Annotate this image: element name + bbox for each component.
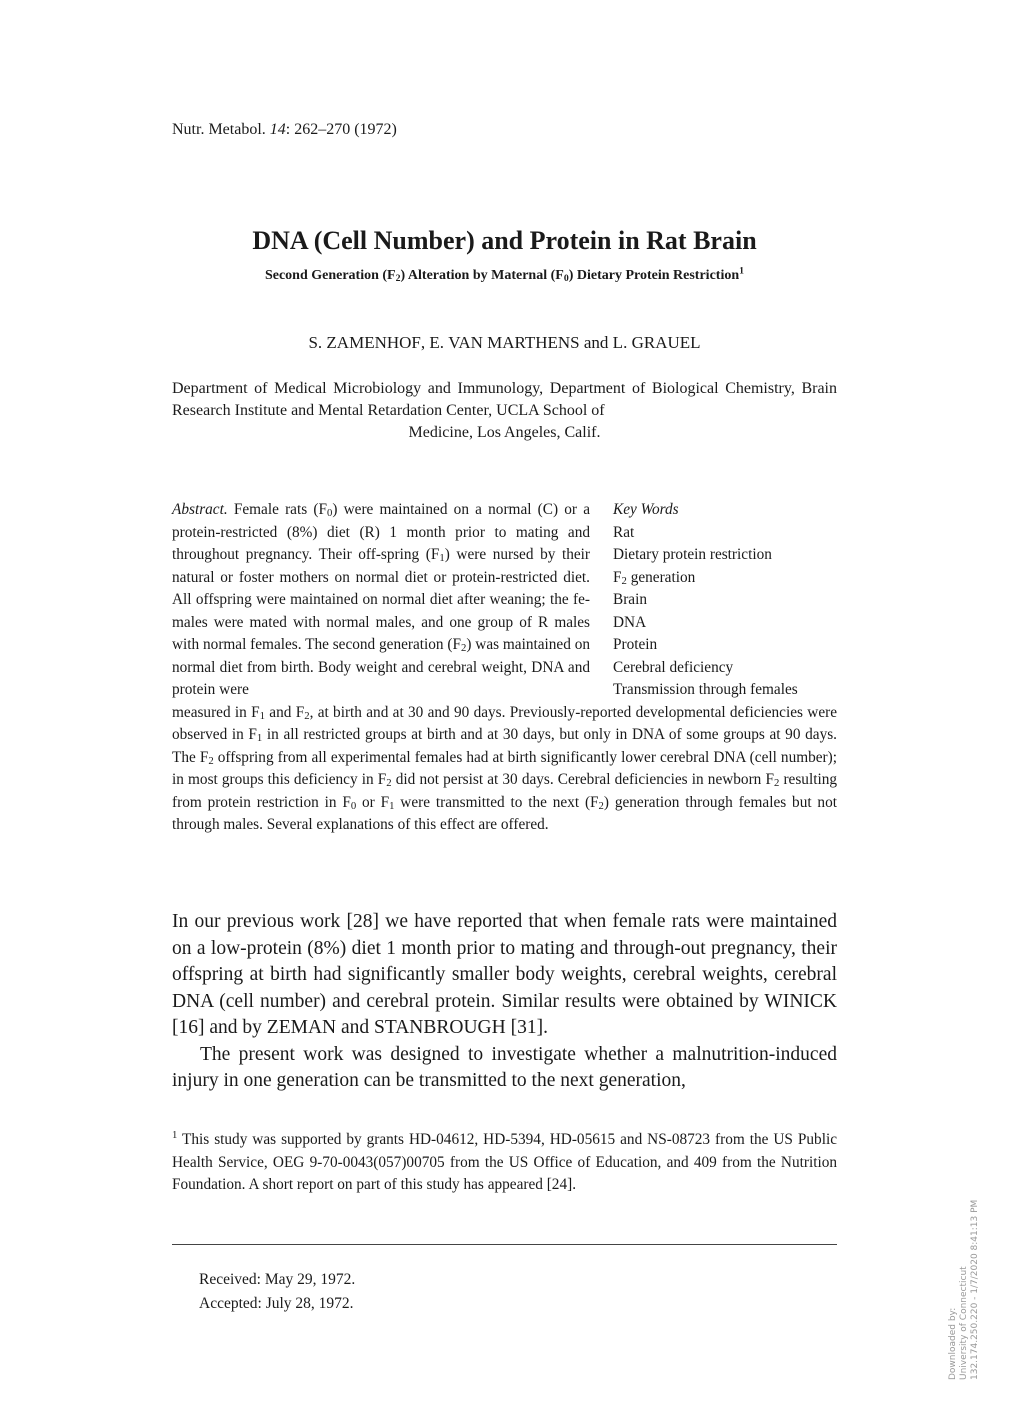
affiliation-main: Department of Medical Microbiology and Immunology, Department of Biological Chemistry, Brain Research Institute and Mental Retardation Center, UCLA School of (172, 380, 837, 419)
affiliation-last-line: Medicine, Los Angeles, Calif. (408, 424, 601, 441)
keyword-item: Rat (613, 523, 635, 541)
divider (172, 1244, 837, 1245)
body-text (172, 909, 837, 1095)
abstract-section (172, 499, 837, 837)
dates (199, 1268, 355, 1316)
keyword-item: Cerebral deficiency (613, 658, 734, 676)
authors: S. ZAMENHOF, E. VAN MARTHENS and L. GRAUEL (308, 333, 701, 352)
affiliation (172, 378, 837, 444)
keyword-item: Transmission through females (613, 681, 798, 698)
body-paragraph-1: In our previous work [28] we have reported that when female rats were maintained on a low-protein (8%) diet 1 month prior to mating and through-out pregnancy, their offspring at birth had significantly smaller body weights, cerebral weights, cerebral DNA (cell number) and cerebral protein. Similar results were obtained by WINICK [16] and by ZEMAN and STANBROUGH [31]. (172, 911, 837, 1038)
keyword-item: DNA (613, 613, 647, 631)
keyword-item: Protein (613, 636, 658, 653)
journal-citation: Nutr. Metabol. 14: 262–270 (1972) (172, 121, 397, 138)
download-watermark: Downloaded by: University of Connecticut 132.174.250.220 - 1/7/2020 8:41:13 PM (948, 1199, 980, 1380)
keyword-item: Brain (613, 591, 647, 608)
abstract-continued: measured in $F_1$ and $F_2$, at birth and at 30 and 90 days. Previously-reported developmental deficiencies were observed in $F_1$ in all restricted groups at birth and at 30 days, but only in DNA of some groups at 90 days. The $F_2$ offspring from all experimental females had at birth significantly lower cerebral DNA (cell number); in most groups this deficiency in $F_2$ did not persist at 30 days. Cerebral deficiencies in newborn $F_2$ resulting from protein restriction in $F_0$ or $F_1$ were transmitted to the next $(F_2)$ generation through females but not through males. Several explanations of this effect are offered. (172, 703, 837, 833)
paper-subtitle: Second Generation $(F_2)$ Alteration by Maternal $(F_0)$ Dietary Protein Restriction$^1$ (264, 265, 745, 284)
paper-title: DNA (Cell Number) and Protein in Rat Brain (252, 226, 757, 255)
footnote: $^1$ This study was supported by grants HD-04612, HD-5394, HD-05615 and NS-08723 from the US Public Health Service, OEG 9-70-0043(057)00705 from the US Office of Education, and 409 from the Nutrition Foundation. A short report on part of this study has appeared [24]. (172, 1128, 837, 1193)
keywords-list (613, 499, 853, 702)
body-paragraph-2: The present work was designed to investigate whether a malnutrition-induced injury in one generation can be transmitted to the next generation, (172, 1043, 837, 1091)
abstract-column: Abstract. Female rats $(F_0)$ were maintained on a normal (C) or a protein-restricted (8%) diet (R) 1 month prior to mating and throughout pregnancy. Their off-spring $(F_1)$ were nursed by their natural or foster mothers on normal diet or protein-restricted diet. All offspring were maintained on normal diet after weaning; the fe-males were mated with normal males, and one group of R males with normal females. The second generation $(F_2)$ was maintained on normal diet from birth. Body weight and cerebral weight, DNA and protein were (172, 501, 590, 698)
received-date: Received: May 29, 1972. (199, 1271, 356, 1288)
keyword-item: $F_2$ generation (613, 568, 696, 587)
accepted-date: Accepted: July 28, 1972. (199, 1295, 354, 1312)
keyword-item: Dietary protein restriction (613, 546, 772, 563)
keywords-title: Key Words (613, 501, 679, 518)
